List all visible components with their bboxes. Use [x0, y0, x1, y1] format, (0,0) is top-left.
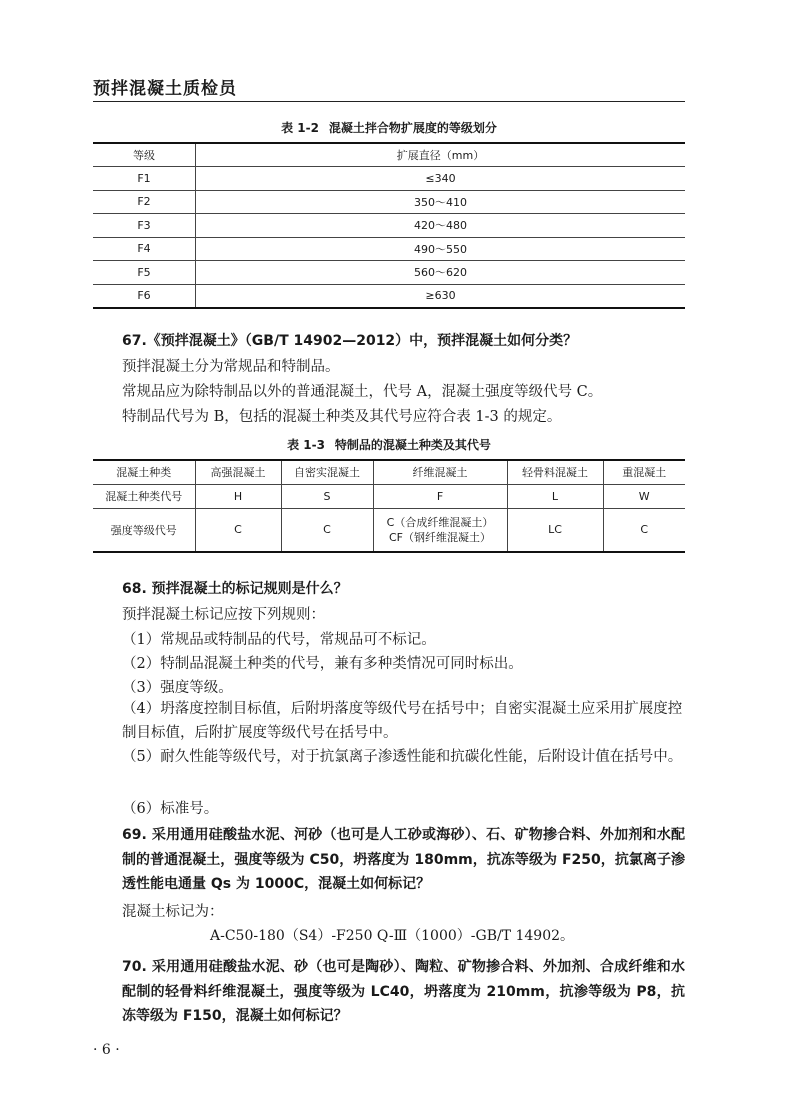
table-row [93, 261, 685, 285]
table-1-2-caption-text: 混凝土拌合物扩展度的等级划分 [328, 121, 497, 135]
cell-grade: F4 [93, 237, 196, 261]
table-row [93, 167, 685, 191]
q69-answer-intro: 混凝土标记为： [122, 904, 224, 920]
cell-diameter: 350～410 [196, 190, 686, 214]
table-1-3-caption-number: 表 1-3 [287, 438, 325, 452]
table-1-3 [93, 459, 685, 553]
q68-item-4 [93, 697, 685, 745]
q68-item-5 [93, 745, 685, 769]
cell-grade: F5 [93, 261, 196, 285]
table-row [93, 284, 685, 308]
cell-code: W [603, 484, 685, 508]
cell-diameter: 490～550 [196, 237, 686, 261]
table-row [93, 214, 685, 238]
running-header-title: 预拌混凝土质检员 [93, 79, 237, 99]
cell-code: H [195, 484, 281, 508]
q68-item: （1）常规品或特制品的代号，常规品可不标记。 [122, 632, 436, 648]
q68-item: （3）强度等级。 [122, 680, 233, 696]
table-row [93, 237, 685, 261]
cell-strength-heavy: C [640, 523, 649, 537]
question-70-title [93, 955, 685, 1029]
cell-strength-light: LC [507, 508, 603, 552]
cell-grade: F6 [93, 284, 196, 308]
q67-line-3: 特制品代号为 B，包括的混凝土种类及其代号应符合表 1-3 的规定。 [122, 409, 562, 425]
cell-diameter: 560～620 [196, 261, 686, 285]
column-header-diameter: 扩展直径（mm） [196, 143, 686, 167]
cell-code: F [373, 484, 507, 508]
question-67-title: 67.《预拌混凝土》（GB/T 14902—2012）中，预拌混凝土如何分类？ [122, 333, 578, 349]
cell-diameter: ≥630 [425, 289, 456, 302]
table-header-row [93, 460, 685, 484]
table-row [93, 484, 685, 508]
column-header-heavy: 重混凝土 [603, 460, 685, 484]
table-1-3-caption [93, 436, 685, 453]
q69-title-text: 69. 采用通用硅酸盐水泥、河砂（也可是人工砂或海砂）、石、矿物掺合料、外加剂和水配制的普通混凝土，强度等级为 C50，坍落度为 180mm，抗冻等级为 F250，抗氯离子渗透性能电通量 Qs 为 1000C，混凝土如何标记？ [122, 827, 685, 892]
column-header-grade: 等级 [93, 143, 196, 167]
fiber-steel-line: CF（钢纤维混凝土） [388, 530, 491, 544]
table-1-2 [93, 142, 685, 309]
cell-code: L [507, 484, 603, 508]
cell-strength-high: C [195, 508, 281, 552]
table-1-2-caption-number: 表 1-2 [281, 121, 319, 135]
cell-code: S [281, 484, 373, 508]
table-1-3-caption-text: 特制品的混凝土种类及其代号 [334, 438, 491, 452]
cell-diameter: 420～480 [196, 214, 686, 238]
cell-diameter: ≤340 [196, 167, 686, 191]
q69-formula: A-C50-180（S4）-F250 Q-Ⅲ（1000）-GB/T 14902。 [210, 928, 575, 944]
question-68-title: 68. 预拌混凝土的标记规则是什么？ [122, 581, 348, 597]
row-label-type-code: 混凝土种类代号 [93, 484, 195, 508]
row-label-strength-code: 强度等级代号 [93, 508, 195, 552]
q68-item: （2）特制品混凝土种类的代号，兼有多种类情况可同时标出。 [122, 656, 523, 672]
question-69-title [93, 823, 685, 897]
table-header-row [93, 143, 685, 167]
q67-line-1: 预拌混凝土分为常规品和特制品。 [122, 359, 340, 375]
fiber-synthetic-line: C（合成纤维混凝土） [386, 515, 494, 529]
q68-item-text: （4）坍落度控制目标值，后附坍落度等级代号在括号中；自密实混凝土应采用扩展度控制目标值，后附扩展度等级代号在括号中。 [122, 701, 683, 741]
table-row [93, 508, 685, 552]
header-divider [93, 101, 685, 102]
column-header-high-strength: 高强混凝土 [195, 460, 281, 484]
cell-grade: F2 [93, 190, 196, 214]
q68-intro: 预拌混凝土标记应按下列规则： [122, 607, 325, 623]
column-header-lightweight: 轻骨料混凝土 [507, 460, 603, 484]
column-header-fiber: 纤维混凝土 [373, 460, 507, 484]
q70-title-text: 70. 采用通用硅酸盐水泥、砂（也可是陶砂）、陶粒、矿物掺合料、外加剂、合成纤维和水配制的轻骨料纤维混凝土，强度等级为 LC40，坍落度为 210mm，抗渗等级为 P8，抗冻等级为 F150，混凝土如何标记？ [122, 959, 685, 1024]
column-header-type: 混凝土种类 [93, 460, 195, 484]
cell-strength-fiber [373, 508, 507, 552]
table-row [93, 190, 685, 214]
q68-item-text: （5）耐久性能等级代号，对于抗氯离子渗透性能和抗碳化性能，后附设计值在括号中。 [122, 749, 683, 765]
page-number: · 6 · [93, 1042, 120, 1058]
column-header-self-compacting: 自密实混凝土 [281, 460, 373, 484]
cell-grade: F1 [93, 167, 196, 191]
cell-grade: F3 [93, 214, 196, 238]
q68-item: （6）标准号。 [122, 801, 219, 817]
q67-line-2: 常规品应为除特制品以外的普通混凝土，代号 A，混凝土强度等级代号 C。 [122, 384, 603, 400]
cell-strength-self: C [281, 508, 373, 552]
table-1-2-caption [93, 119, 685, 136]
